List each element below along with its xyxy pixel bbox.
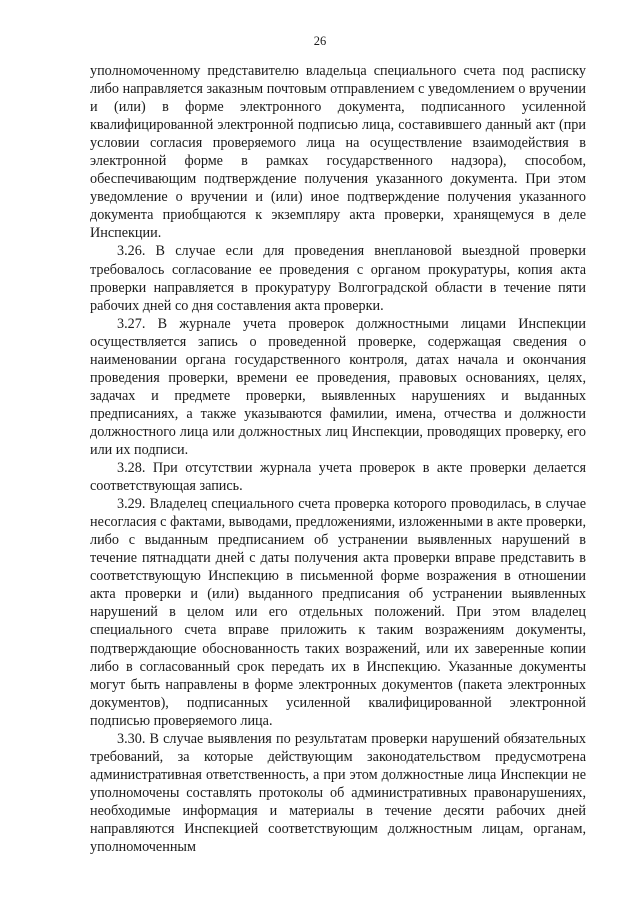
paragraph-continuation: уполномоченному представителю владельца специального счета под расписку либо направляется заказным почтовым отправлением с уведомлением о вручении и (или) в форме электронного документа, подписанного усиленной квалифицированной электронной подписью лица, составившего данный акт (при условии согласия проверяемого лица на осуществление взаимодействия в электронной форме в рамках государственного надзора), способом, обеспечивающим подтверждение получения указанного документа. При этом уведомление о вручении и (или) иное подтверждение получения указанного документа приобщаются к экземпляру акта проверки, хранящемуся в деле Инспекции.	[90, 63, 586, 242]
paragraph-3-29: 3.29. Владелец специального счета проверка которого проводилась, в случае несогласия с фактами, выводами, предложениями, изложенными в акте проверки, либо с выданным предписанием об устранении выявленных нарушений в течение пятнадцати дней с даты получения акта проверки вправе представить в соответствующую Инспекцию в письменной форме возражения в отношении акта проверки и (или) выданного предписания об устранении выявленных нарушений в целом или его отдельных положений. При этом владелец специального счета вправе приложить к таким возражениям документы, подтверждающие обоснованность таких возражений, или их заверенные копии либо в согласованный срок передать их в Инспекцию. Указанные документы могут быть направлены в форме электронных документов (пакета электронных документов), подписанных усиленной квалифицированной электронной подписью проверяемого лица.	[90, 496, 586, 729]
paragraph-3-28: 3.28. При отсутствии журнала учета проверок в акте проверки делается соответствующая запись.	[90, 460, 586, 495]
page-number: 26	[313, 34, 327, 48]
paragraph-3-30: 3.30. В случае выявления по результатам проверки нарушений обязательных требований, за которые действующим законодательством предусмотрена административная ответственность, а при этом должностные лица Инспекции не уполномочены составлять протоколы об административных правонарушениях, необходимые информация и материалы в течение десяти рабочих дней направляются Инспекцией соответствующим должностным лицам, органам, уполномоченным	[90, 730, 586, 856]
paragraph-3-26: 3.26. В случае если для проведения внеплановой выездной проверки требовалось согласование ее проведения с органом прокуратуры, копия акта проверки направляется в прокуратуру Волгоградской области в течение пяти рабочих дней со дня составления акта проверки.	[90, 243, 586, 314]
paragraph-3-27: 3.27. В журнале учета проверок должностными лицами Инспекции осуществляется запись о проведенной проверке, содержащая сведения о наименовании органа государственного контроля, датах начала и окончания проведения проверки, времени ее проведения, правовых основаниях, целях, задачах и предмете проверки, выявленных нарушениях и выданных предписаниях, а также указываются фамилии, имена, отчества и должности должностного лица или должностных лиц Инспекции, проводящих проверку, его или их подписи.	[90, 315, 586, 458]
document-body	[90, 62, 586, 856]
